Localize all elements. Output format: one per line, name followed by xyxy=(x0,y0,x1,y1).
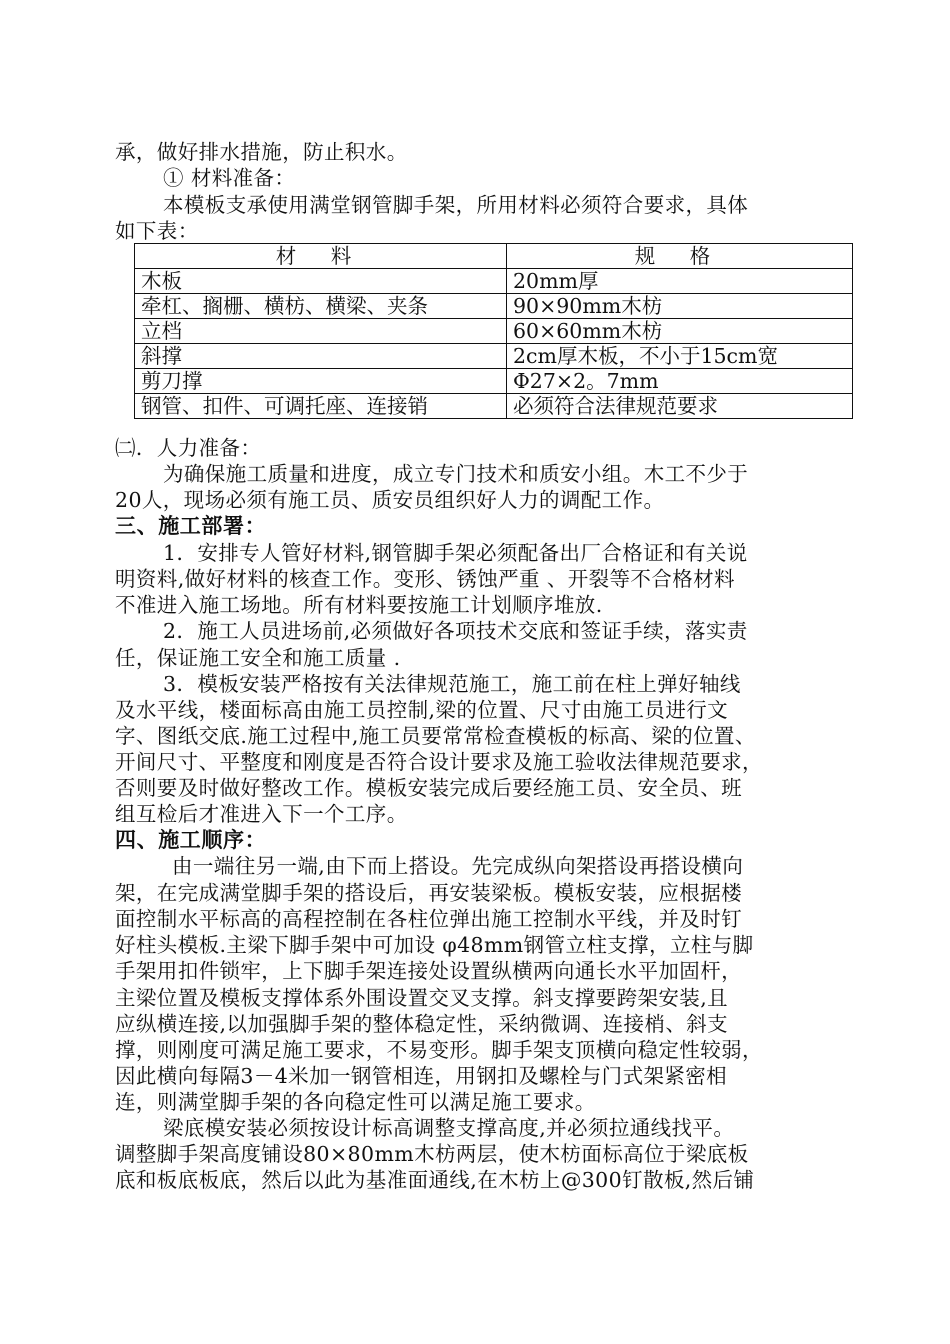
paragraph-line: 及水平线，楼面标高由施工员控制,梁的位置、尺寸由施工员进行文 xyxy=(115,698,729,722)
section-heading: 三、施工部署： xyxy=(115,513,267,538)
material-prep-heading: ① 材料准备： xyxy=(163,166,296,190)
material-cell: 钢管、扣件、可调托座、连接销 xyxy=(135,394,507,419)
paragraph-line: 为确保施工质量和进度，成立专门技术和质安小组。木工不少于 xyxy=(163,462,749,486)
paragraph-line: 不准进入施工场地。所有材料要按施工计划顺序堆放. xyxy=(115,593,603,617)
material-cell: 木板 xyxy=(135,269,507,294)
material-cell: 牵杠、搁栅、横枋、横梁、夹条 xyxy=(135,294,507,319)
paragraph-line: 字、图纸交底.施工过程中,施工员要常常检查模板的标高、梁的位置、 xyxy=(115,724,756,748)
paragraph-line: 梁底模安装必须按设计标高调整支撑高度,并必须拉通线找平。 xyxy=(163,1116,735,1140)
paragraph-line: 撑，则刚度可满足施工要求，不易变形。脚手架支顶横向稳定性较弱， xyxy=(115,1038,763,1062)
table-row xyxy=(135,369,853,394)
paragraph-line: 2．施工人员进场前,必须做好各项技术交底和签证手续，落实责 xyxy=(163,619,748,643)
materials-table xyxy=(134,243,853,419)
paragraph-line: 底和板底板底，然后以此为基准面通线,在木枋上@300钉散板,然后铺 xyxy=(115,1168,755,1192)
spec-cell: Φ27×2。7mm xyxy=(507,369,853,394)
material-cell: 斜撑 xyxy=(135,344,507,369)
column-header-spec: 规 格 xyxy=(507,244,853,269)
intro-line: 本模板支承使用满堂钢管脚手架，所用材料必须符合要求，具体 xyxy=(163,193,749,217)
spec-cell: 90×90mm木枋 xyxy=(507,294,853,319)
table-row xyxy=(135,344,853,369)
paragraph-line: 3．模板安装严格按有关法律规范施工，施工前在柱上弹好轴线 xyxy=(163,672,741,696)
paragraph-line: 组互检后才准进入下一个工序。 xyxy=(115,802,408,826)
paragraph-line: 20人，现场必须有施工员、质安员组织好人力的调配工作。 xyxy=(115,488,665,512)
paragraph-line: 因此横向每隔3－4米加一钢管相连，用钢扣及螺栓与门式架紧密相 xyxy=(115,1064,728,1088)
intro-line: 如下表： xyxy=(115,219,199,243)
paragraph-line: 由一端往另一端,由下而上搭设。先完成纵向架搭设再搭设横向 xyxy=(172,854,744,878)
table-row xyxy=(135,319,853,344)
spec-cell: 60×60mm木枋 xyxy=(507,319,853,344)
material-cell: 剪刀撑 xyxy=(135,369,507,394)
spec-cell: 20mm厚 xyxy=(507,269,853,294)
paragraph-line: 架，在完成满堂脚手架的搭设后，再安装梁板。模板安装，应根据楼 xyxy=(115,881,742,905)
spec-cell: 2cm厚木板，不小于15cm宽 xyxy=(507,344,853,369)
paragraph-line: 否则要及时做好整改工作。模板安装完成后要经施工员、安全员、班 xyxy=(115,776,742,800)
column-header-material: 材 料 xyxy=(135,244,507,269)
table-header-row xyxy=(135,244,853,269)
intro-line: 承，做好排水措施，防止积水。 xyxy=(115,140,408,164)
manpower-heading: ㈡．人力准备： xyxy=(115,436,262,460)
paragraph-line: 明资料,做好材料的核查工作。变形、锈蚀严重 、开裂等不合格材料 xyxy=(115,567,735,591)
table-row xyxy=(135,269,853,294)
paragraph-line: 任，保证施工安全和施工质量 . xyxy=(115,646,401,670)
paragraph-line: 连，则满堂脚手架的各向稳定性可以满足施工要求。 xyxy=(115,1090,596,1114)
section-heading: 四、施工顺序： xyxy=(115,827,267,852)
paragraph-line: 面控制水平标高的高程控制在各柱位弹出施工控制水平线，并及时钉 xyxy=(115,907,742,931)
paragraph-line: 主梁位置及模板支撑体系外围设置交叉支撑。斜支撑要跨架安装,且 xyxy=(115,986,729,1010)
material-cell: 立档 xyxy=(135,319,507,344)
paragraph-line: 好柱头模板.主梁下脚手架中可加设 φ48mm钢管立柱支撑，立柱与脚 xyxy=(115,933,754,957)
paragraph-line: 调整脚手架高度铺设80×80mm木枋两层，使木枋面标高位于梁底板 xyxy=(115,1142,749,1166)
paragraph-line: 1．安排专人管好材料,钢管脚手架必须配备出厂合格证和有关说 xyxy=(163,541,748,565)
paragraph-line: 手架用扣件锁牢，上下脚手架连接处设置纵横两向通长水平加固杆， xyxy=(115,959,742,983)
table-row xyxy=(135,394,853,419)
spec-cell: 必须符合法律规范要求 xyxy=(507,394,853,419)
table-row xyxy=(135,294,853,319)
paragraph-line: 开间尺寸、平整度和刚度是否符合设计要求及施工验收法律规范要求， xyxy=(115,750,763,774)
paragraph-line: 应纵横连接,以加强脚手架的整体稳定性，采纳微调、连接梢、斜支 xyxy=(115,1012,729,1036)
